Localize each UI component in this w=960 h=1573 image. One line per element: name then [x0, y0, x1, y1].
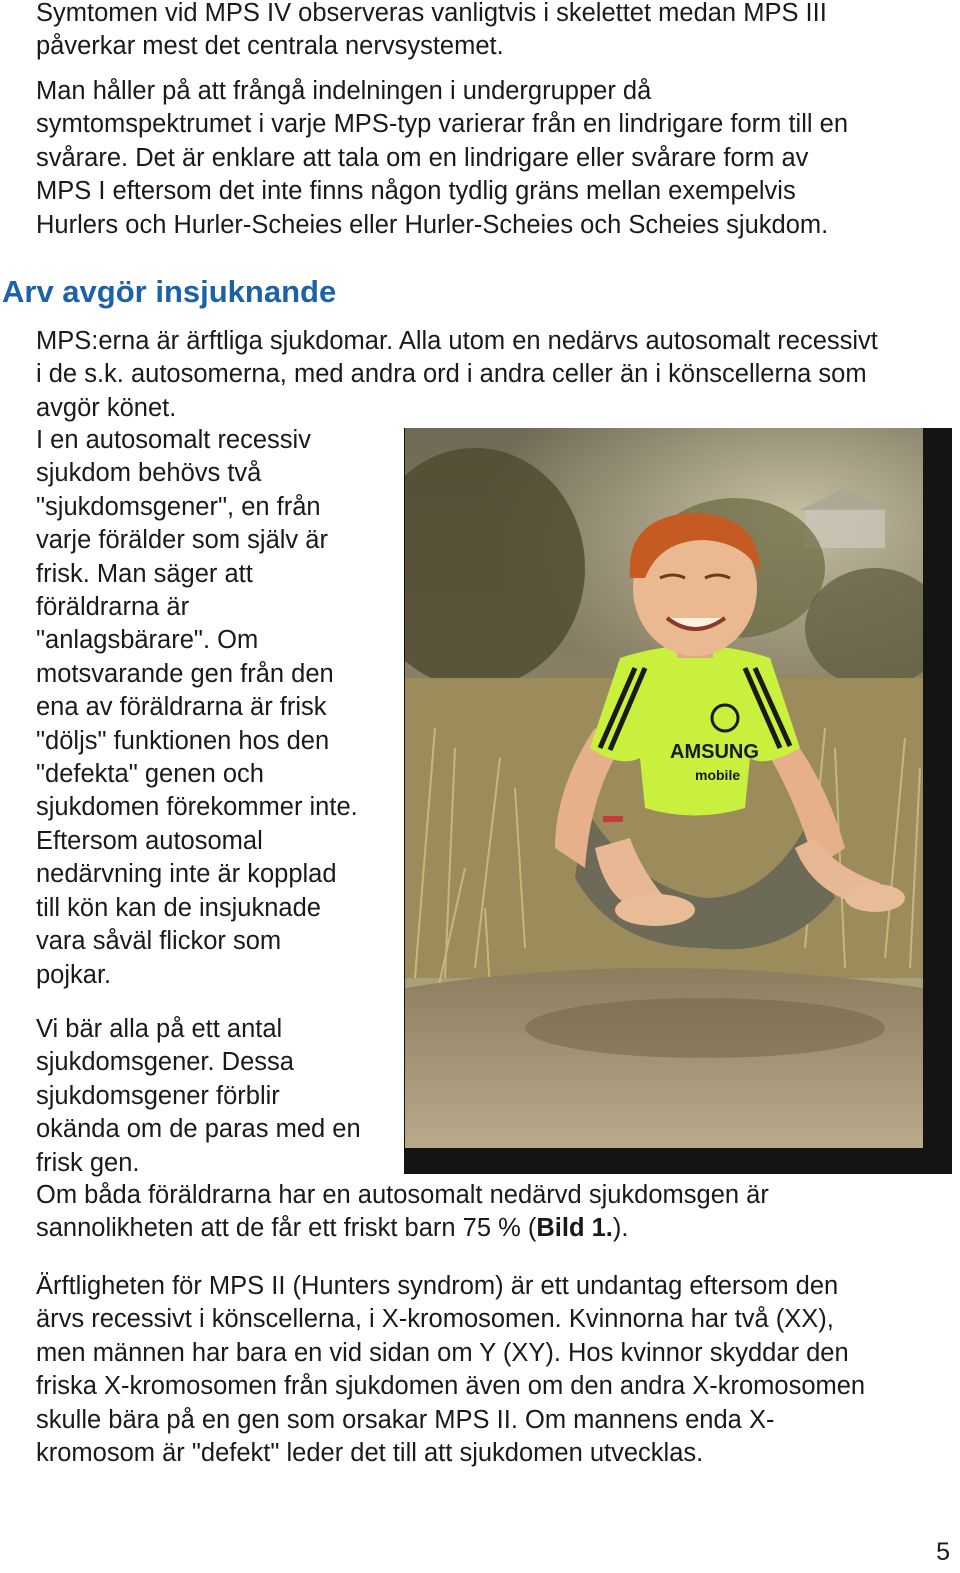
paragraph-disease-genes: Vi bär alla på ett antal sjukdomsgener. Dessa sjukdomsgener förblir okända om de paras med en frisk gen. — [36, 1015, 361, 1177]
paragraph-mps-iv: Symtomen vid MPS IV observeras vanligtvis i skelettet medan MPS III påverkar mest det centrala nervsystemet. — [36, 0, 827, 61]
probability-line-2: sannolikheten att de får ett friskt barn 75 % ( — [36, 1214, 537, 1243]
page-number: 5 — [936, 1538, 950, 1566]
shirt-sponsor-subtext: mobile — [695, 767, 741, 783]
probability-line-1: Om båda föräldrarna har en autosomalt nedärvd sjukdomsgen är — [36, 1181, 769, 1209]
figure-reference: Bild 1. — [536, 1214, 613, 1243]
probability-line-end: ). — [612, 1214, 629, 1243]
photo-illustration — [405, 428, 923, 1148]
paragraph-probability — [36, 1179, 769, 1246]
paragraph-hereditary: MPS:erna är ärftliga sjukdomar. Alla utom en nedärvs autosomalt recessivt i de s.k. autosomerna, med andra ord i andra celler än i könscellerna som avgör könet. — [36, 327, 878, 422]
section-heading: Arv avgör insjuknande — [2, 274, 337, 309]
paragraph-autosomal-recessive: I en autosomalt recessiv sjukdom behövs två "sjukdomsgener", en från varje förälder som själv är frisk. Man säger att föräldrarna är "anlagsbärare". Om motsvarande gen från den ena av föräldrarna är frisk "döljs" funktionen hos den "defekta" genen och sjukdomen förekommer inte. Eftersom autosomal nedärvning inte är kopplad till kön kan de insjuknade vara såväl flickor som pojkar. — [36, 426, 358, 989]
paragraph-subgroups: Man håller på att frångå indelningen i undergrupper då symtomspektrumet i varje MPS-typ varierar från en lindrigare form till en svårare. Det är enklare att tala om en lindrigare eller svårare form av MPS I eftersom det inte finns någon tydlig gräns mellan exempelvis Hurlers och Hurler-Scheies eller Hurler-Scheies och Scheies sjukdom. — [36, 77, 849, 239]
paragraph-mps-ii: Ärftligheten för MPS II (Hunters syndrom) är ett undantag eftersom den ärvs recessivt i könscellerna, i X-kromosomen. Kvinnorna har två (XX), men männen har bara en vid sidan om Y (XY). Hos kvinnor skyddar den friska X-kromosomen från sjukdomen även om den andra X-kromosomen skulle bära på en gen som orsakar MPS II. Om mannens enda X- kromosom är "defekt" leder det till att sjukdomen utvecklas. — [36, 1272, 866, 1468]
photo-boy-sitting — [405, 428, 923, 1148]
shirt-sponsor-text: AMSUNG — [670, 741, 759, 763]
